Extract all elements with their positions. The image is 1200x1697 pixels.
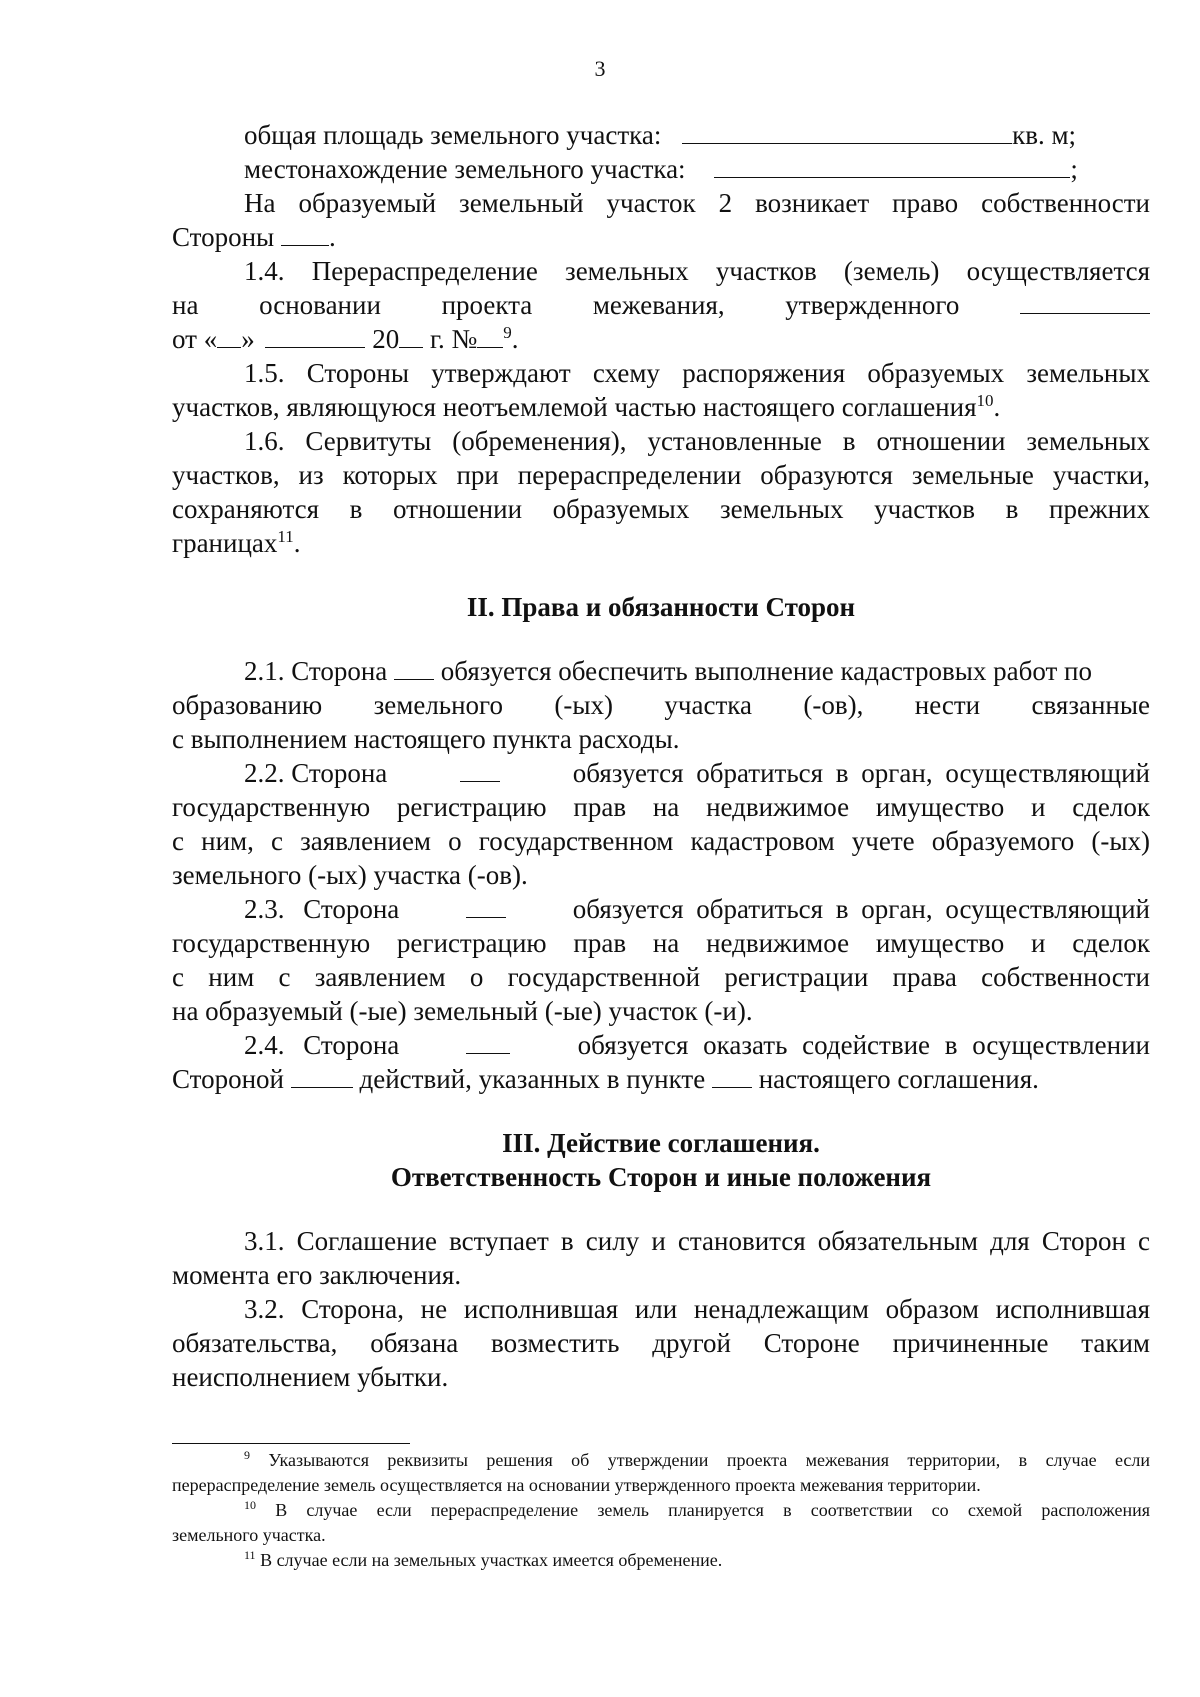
p16-line-1: 1.6. Сервитуты (обременения), установленные в отношении земельных xyxy=(244,426,1150,456)
location-line xyxy=(172,152,1150,186)
spacer xyxy=(172,624,1150,654)
p21-blank xyxy=(394,655,434,680)
p23-line-3: с ним с заявлением о государственной регистрации права собственности xyxy=(172,962,1150,992)
footnote-11-number: 11 xyxy=(244,1548,256,1562)
area-unit: кв. м; xyxy=(1012,120,1077,150)
footnotes xyxy=(172,1448,1150,1573)
area-label: общая площадь земельного участка: xyxy=(244,120,662,150)
p23-line-2: государственную регистрацию прав на недвижимое имущество и сделок xyxy=(172,928,1150,958)
footnote-9-text: Указываются реквизиты решения об утверждении проекта межевания территории, в случае если xyxy=(268,1450,1150,1470)
p14-word: утвержденного xyxy=(785,290,960,320)
p23-text: обязуется обратиться в орган, осуществляющий xyxy=(572,894,1150,924)
number-blank xyxy=(477,323,503,348)
footnote-11-text: В случае если на земельных участках имеется обременение. xyxy=(260,1550,723,1570)
footnote-10-line-2: земельного участка. xyxy=(172,1525,326,1545)
p16-text: границах xyxy=(172,528,278,558)
p24-blank-2 xyxy=(291,1063,353,1088)
p15-line-1: 1.5. Стороны утверждают схему распоряжения образуемых земельных xyxy=(244,358,1150,388)
p32-line-2: обязательства, обязана возместить другой Стороне причиненные таким xyxy=(172,1328,1150,1358)
p16-line-3: сохраняются в отношении образуемых земельных участков в прежних xyxy=(172,494,1150,524)
p14-line-3 xyxy=(172,322,1150,356)
footnote-9-number: 9 xyxy=(244,1448,250,1462)
right-line-2 xyxy=(172,220,1150,254)
footnote-10 xyxy=(172,1498,1150,1523)
p22-line-3: с ним, с заявлением о государственном кадастровом учете образуемого (-ых) xyxy=(172,826,1150,856)
footnote-11 xyxy=(172,1548,1150,1573)
p24-party-2: Стороной xyxy=(172,1064,284,1094)
spacer xyxy=(172,1096,1150,1126)
date-open-quote: от « xyxy=(172,324,218,354)
p22-text: обязуется обратиться в орган, осуществляющий xyxy=(572,758,1150,788)
p22-line-4: земельного (-ых) участка (-ов). xyxy=(172,860,528,890)
p21-line-2: образованию земельного (-ых) участка (-ов), нести связанные xyxy=(172,690,1150,720)
date-close-quote: » xyxy=(241,324,255,354)
p14-line-2 xyxy=(172,288,1150,322)
page-number: 3 xyxy=(594,56,606,81)
area-line xyxy=(172,118,1150,152)
p24-text: обязуется оказать содействие в осуществлении xyxy=(577,1030,1150,1060)
p22-party: 2.2. Сторона xyxy=(244,758,388,788)
p21-text: обязуется обеспечить выполнение кадастровых работ по xyxy=(440,656,1092,686)
p24-line-1 xyxy=(172,1028,1150,1062)
p15-end: . xyxy=(993,392,1001,422)
location-blank xyxy=(714,153,1070,178)
p31-line-1: 3.1. Соглашение вступает в силу и становится обязательным для Сторон с xyxy=(244,1226,1150,1256)
area-blank xyxy=(682,119,1012,144)
footnote-ref-11[interactable]: 11 xyxy=(277,527,294,546)
p14-word: проекта xyxy=(441,290,533,320)
p15-text: участков, являющуюся неотъемлемой частью настоящего соглашения xyxy=(172,392,977,422)
p23-line-4: на образуемый (-ые) земельный (-ые) участок (-и). xyxy=(172,996,753,1026)
day-blank xyxy=(217,323,241,348)
document-body xyxy=(172,118,1150,1394)
footnote-ref-9[interactable]: 9 xyxy=(503,323,512,342)
p14-word: основании xyxy=(259,290,381,320)
p23-line-1 xyxy=(172,892,1150,926)
p22-blank xyxy=(460,757,500,782)
approver-blank xyxy=(1020,289,1150,314)
p14-word: на xyxy=(172,290,199,320)
month-blank xyxy=(265,323,365,348)
location-label: местонахождение земельного участка: xyxy=(244,154,686,184)
right-party-blank xyxy=(281,221,329,246)
p24-line-2 xyxy=(172,1062,1150,1096)
section-2-title: II. Права и обязанности Сторон xyxy=(466,592,856,622)
p16-end: . xyxy=(293,528,301,558)
p21-line-3: с выполнением настоящего пункта расходы. xyxy=(172,724,680,754)
p21-party: 2.1. Сторона xyxy=(244,656,388,686)
p32-line-1: 3.2. Сторона, не исполнившая или ненадлежащим образом исполнившая xyxy=(244,1294,1150,1324)
p32-line-3: неисполнением убытки. xyxy=(172,1362,449,1392)
spacer xyxy=(172,1194,1150,1224)
p15-line-2 xyxy=(172,390,1150,424)
footnote-9 xyxy=(172,1448,1150,1473)
number-label: г. № xyxy=(429,324,478,354)
p23-party: 2.3. Сторона xyxy=(244,894,400,924)
p22-line-1 xyxy=(172,756,1150,790)
footnote-10-number: 10 xyxy=(244,1498,256,1512)
right-end: . xyxy=(328,222,336,252)
p14-end: . xyxy=(511,324,519,354)
p24-text-3: настоящего соглашения. xyxy=(758,1064,1039,1094)
p16-line-4 xyxy=(172,526,1150,560)
p22-line-2: государственную регистрацию прав на недвижимое имущество и сделок xyxy=(172,792,1150,822)
section-3-title-line-1: III. Действие соглашения. xyxy=(502,1128,820,1158)
year-blank xyxy=(399,323,423,348)
location-end: ; xyxy=(1070,154,1078,184)
footnote-separator xyxy=(172,1443,410,1444)
p31-line-2: момента его заключения. xyxy=(172,1260,462,1290)
spacer xyxy=(172,560,1150,590)
p24-blank xyxy=(466,1029,510,1054)
p24-blank-3 xyxy=(712,1063,752,1088)
right-line-1: На образуемый земельный участок 2 возникает право собственности xyxy=(244,188,1150,218)
footnote-ref-10[interactable]: 10 xyxy=(976,391,994,410)
footnote-9-line-2: перераспределение земель осуществляется на основании утвержденного проекта межевания территории. xyxy=(172,1475,981,1495)
p24-text-2: действий, указанных в пункте xyxy=(359,1064,706,1094)
footnote-10-text: В случае если перераспределение земель планируется в соответствии со схемой расположения xyxy=(275,1500,1150,1520)
section-3-title-line-2: Ответственность Сторон и иные положения xyxy=(390,1162,932,1192)
p14-word: межевания, xyxy=(592,290,725,320)
p16-line-2: участков, из которых при перераспределении образуются земельные участки, xyxy=(172,460,1150,490)
p14-line-1: 1.4. Перераспределение земельных участков (земель) осуществляется xyxy=(244,256,1150,286)
p23-blank xyxy=(466,893,506,918)
p21-line-1 xyxy=(172,654,1150,688)
year-prefix: 20 xyxy=(372,324,400,354)
right-party-label: Стороны xyxy=(172,222,275,252)
p24-party: 2.4. Сторона xyxy=(244,1030,400,1060)
